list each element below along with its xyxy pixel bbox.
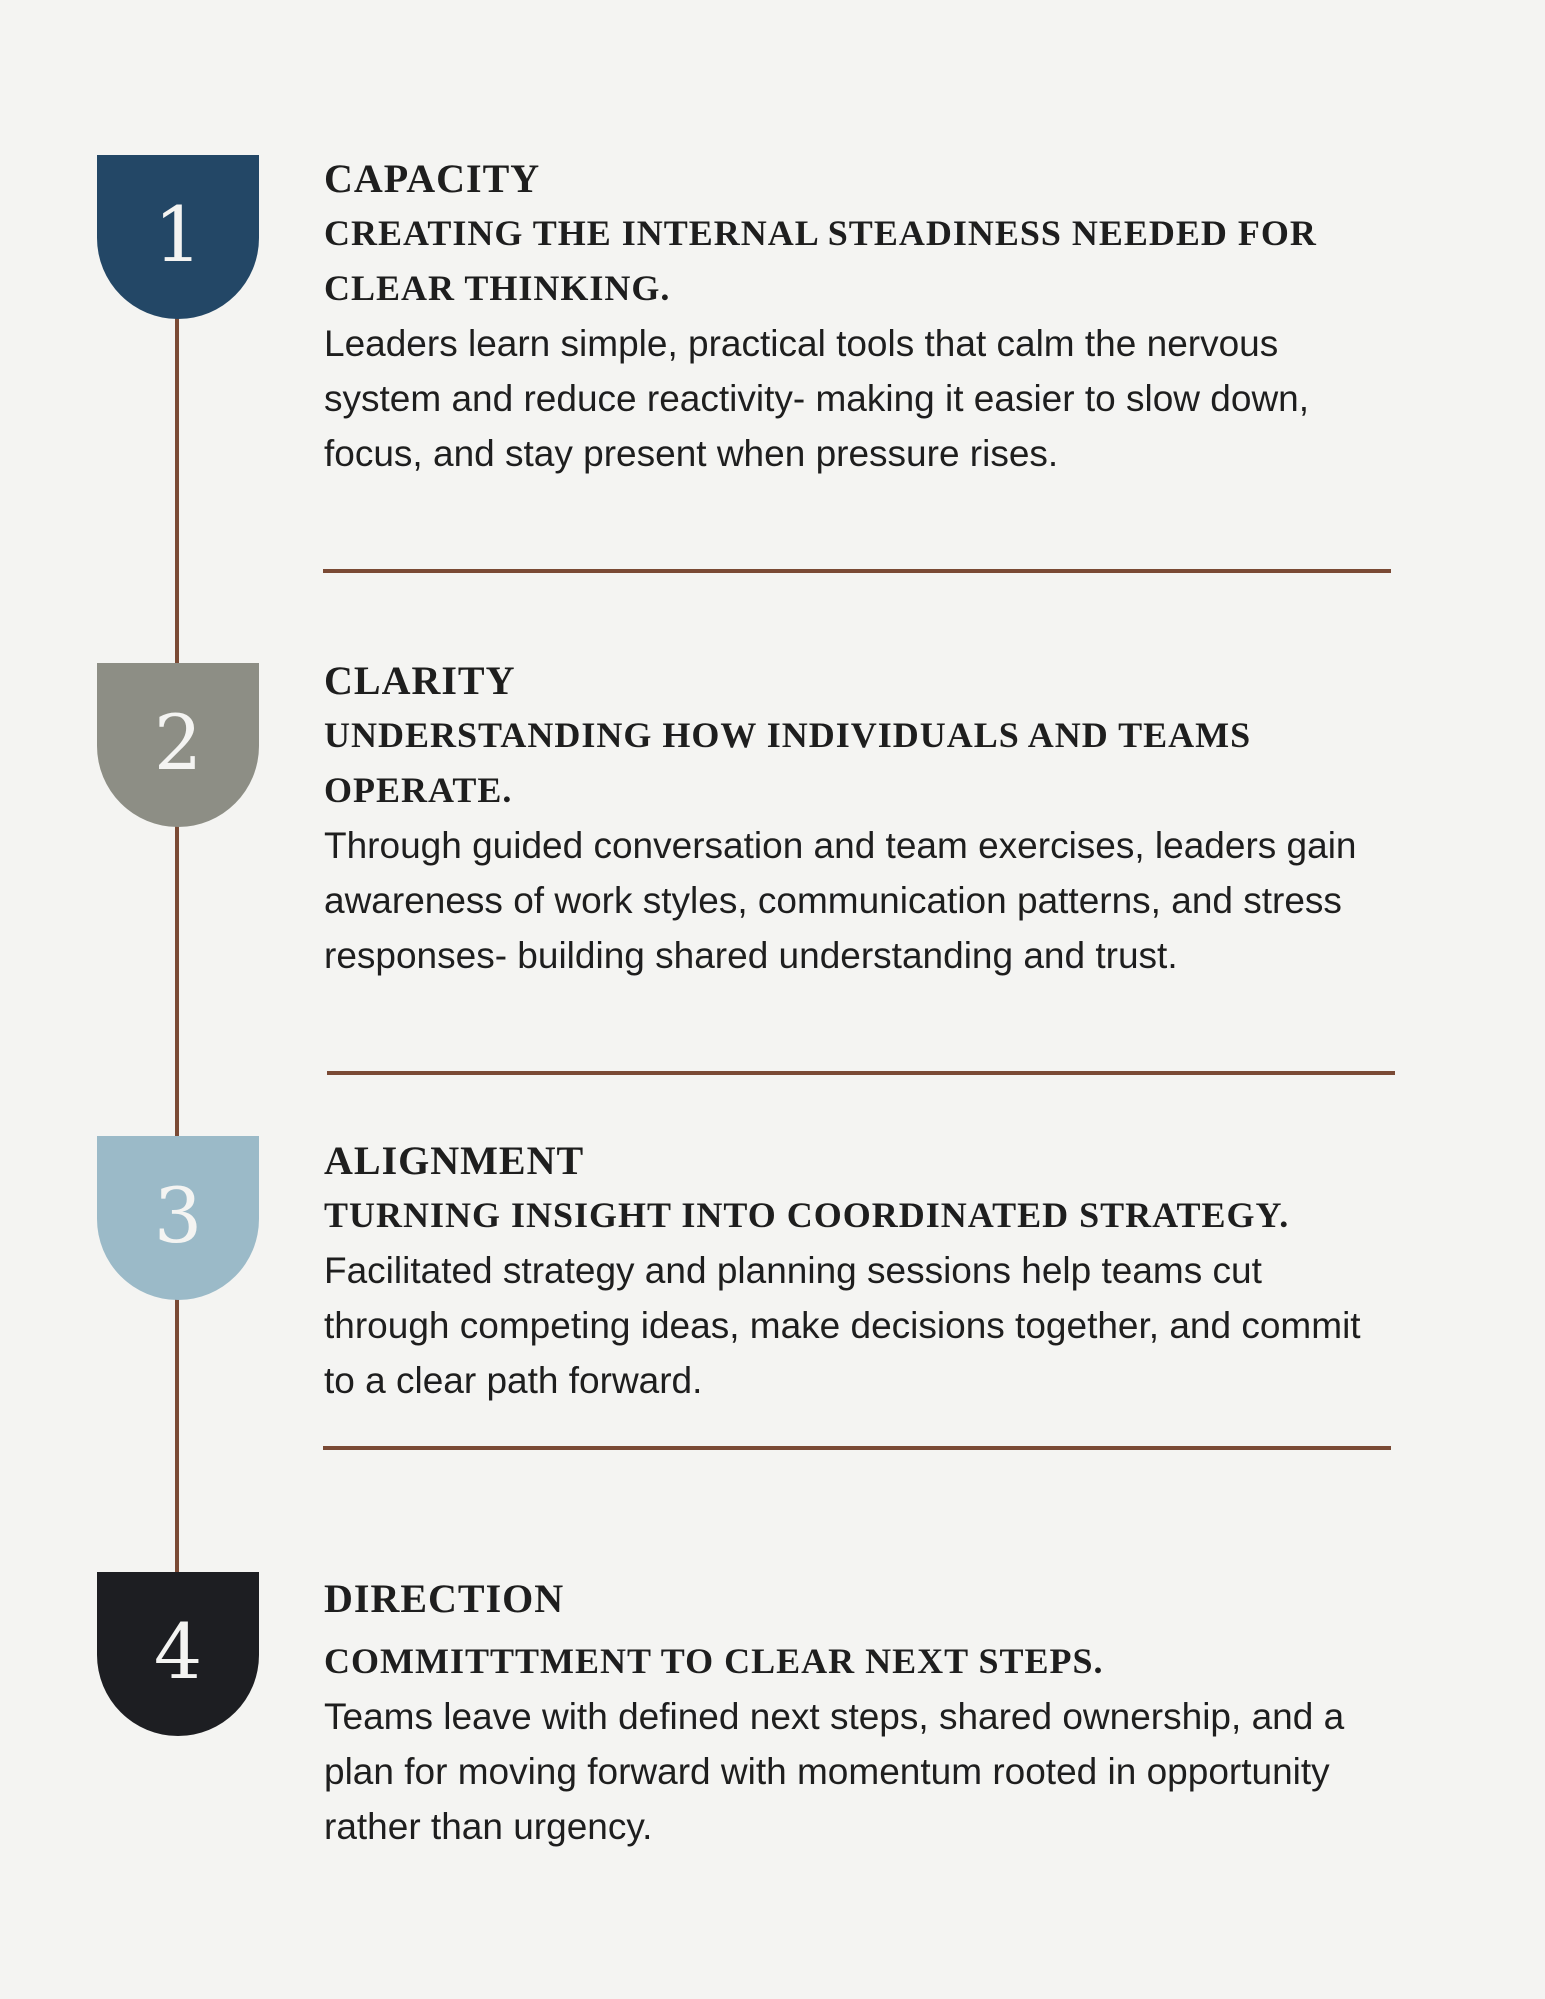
step-4-number: 4 xyxy=(153,1606,203,1696)
step-4-title: DIRECTION xyxy=(324,1576,565,1621)
step-1-number: 1 xyxy=(153,189,203,279)
timeline-line xyxy=(175,300,179,1600)
step-4-body: Teams leave with defined next steps, shared ownership, and a plan for moving forward with momentum rooted in opportunity rather than urgency. xyxy=(324,1696,1345,1847)
step-4-badge xyxy=(97,1572,259,1736)
step-3-divider xyxy=(323,1446,1391,1450)
step-2-badge xyxy=(97,663,259,827)
step-2-title: CLARITY xyxy=(324,658,516,703)
step-1-body: Leaders learn simple, practical tools that calm the nervous system and reduce reactivity- making it easier to slow down, focus, and stay present when pressure rises. xyxy=(324,323,1310,474)
step-2 xyxy=(324,653,1404,983)
step-2-divider xyxy=(327,1071,1395,1075)
step-1 xyxy=(324,151,1404,481)
step-2-body: Through guided conversation and team exercises, leaders gain awareness of work styles, communication patterns, and stress responses- building shared understanding and trust. xyxy=(324,825,1357,976)
step-3-title: ALIGNMENT xyxy=(324,1138,585,1183)
step-3-number: 3 xyxy=(153,1170,203,1260)
step-4 xyxy=(324,1571,1404,1854)
step-1-divider xyxy=(323,569,1391,573)
step-3-badge xyxy=(97,1136,259,1300)
step-2-number: 2 xyxy=(153,697,203,787)
step-1-title: CAPACITY xyxy=(324,156,541,201)
step-2-subtitle: UNDERSTANDING HOW INDIVIDUALS AND TEAMS OPERATE. xyxy=(324,715,1252,810)
step-4-subtitle: COMMITTTMENT TO CLEAR NEXT STEPS. xyxy=(324,1641,1104,1681)
step-1-subtitle: CREATING THE INTERNAL STEADINESS NEEDED FOR CLEAR THINKING. xyxy=(324,213,1317,308)
step-3 xyxy=(324,1133,1404,1408)
step-3-subtitle: TURNING INSIGHT INTO COORDINATED STRATEGY. xyxy=(324,1195,1290,1235)
step-1-badge xyxy=(97,155,259,319)
step-3-body: Facilitated strategy and planning sessions help teams cut through competing ideas, make decisions together, and commit to a clear path forward. xyxy=(324,1250,1361,1401)
